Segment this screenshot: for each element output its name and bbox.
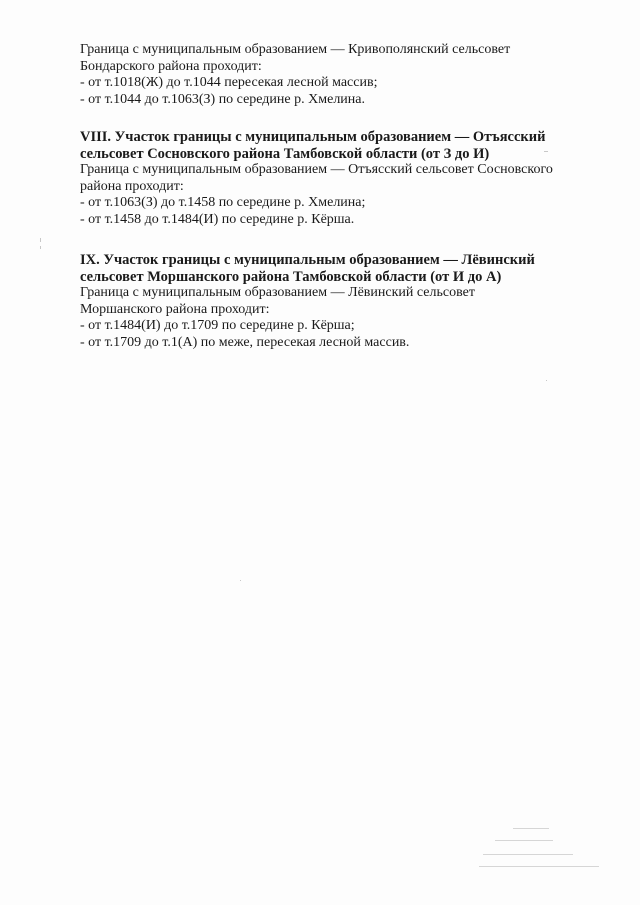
section-ix-body-line: Граница с муниципальным образованием — Лёвинский сельсовет xyxy=(80,285,475,300)
section-ix-heading-line: IX. Участок границы с муниципальным образованием — Лёвинский xyxy=(80,252,535,268)
intro-line: - от т.1044 до т.1063(З) по середине р. Хмелина. xyxy=(80,91,365,107)
section-ix-body-line: - от т.1484(И) до т.1709 по середине р. Кёрша; xyxy=(80,318,355,333)
intro-line: - от т.1018(Ж) до т.1044 пересекая лесной массив; xyxy=(80,75,378,90)
section-viii-body-line: района проходит: xyxy=(80,178,184,194)
section-viii-body-line: - от т.1063(З) до т.1458 по середине р. Хмелина; xyxy=(80,195,366,210)
scan-artifact xyxy=(240,580,241,581)
section-ix xyxy=(80,252,610,351)
intro-line: Бондарского района проходит: xyxy=(80,58,262,74)
section-viii xyxy=(80,129,610,228)
section-ix-heading-line: сельсовет Моршанского района Тамбовской области (от И до А) xyxy=(80,268,502,285)
intro-line: Граница с муниципальным образованием — Кривополянский сельсовет xyxy=(80,42,511,57)
section-viii-body-line: - от т.1458 до т.1484(И) по середине р. Кёрша. xyxy=(80,211,355,227)
intro-paragraph xyxy=(80,42,610,108)
section-ix-body-line: - от т.1709 до т.1(А) по меже, пересекая лесной массив. xyxy=(80,334,410,350)
section-viii-heading-line: сельсовет Сосновского района Тамбовской области (от З до И) xyxy=(80,145,490,162)
scan-artifact xyxy=(40,246,41,249)
section-ix-body-line: Моршанского района проходит: xyxy=(80,301,270,317)
faint-stamp xyxy=(475,820,615,880)
section-viii-heading-line: VIII. Участок границы с муниципальным образованием — Отъясский xyxy=(80,129,546,145)
scan-artifact xyxy=(544,151,548,152)
scan-artifact xyxy=(546,380,547,381)
scan-artifact xyxy=(40,238,41,242)
section-viii-body-line: Граница с муниципальным образованием — Отъясский сельсовет Сосновского xyxy=(80,162,553,177)
